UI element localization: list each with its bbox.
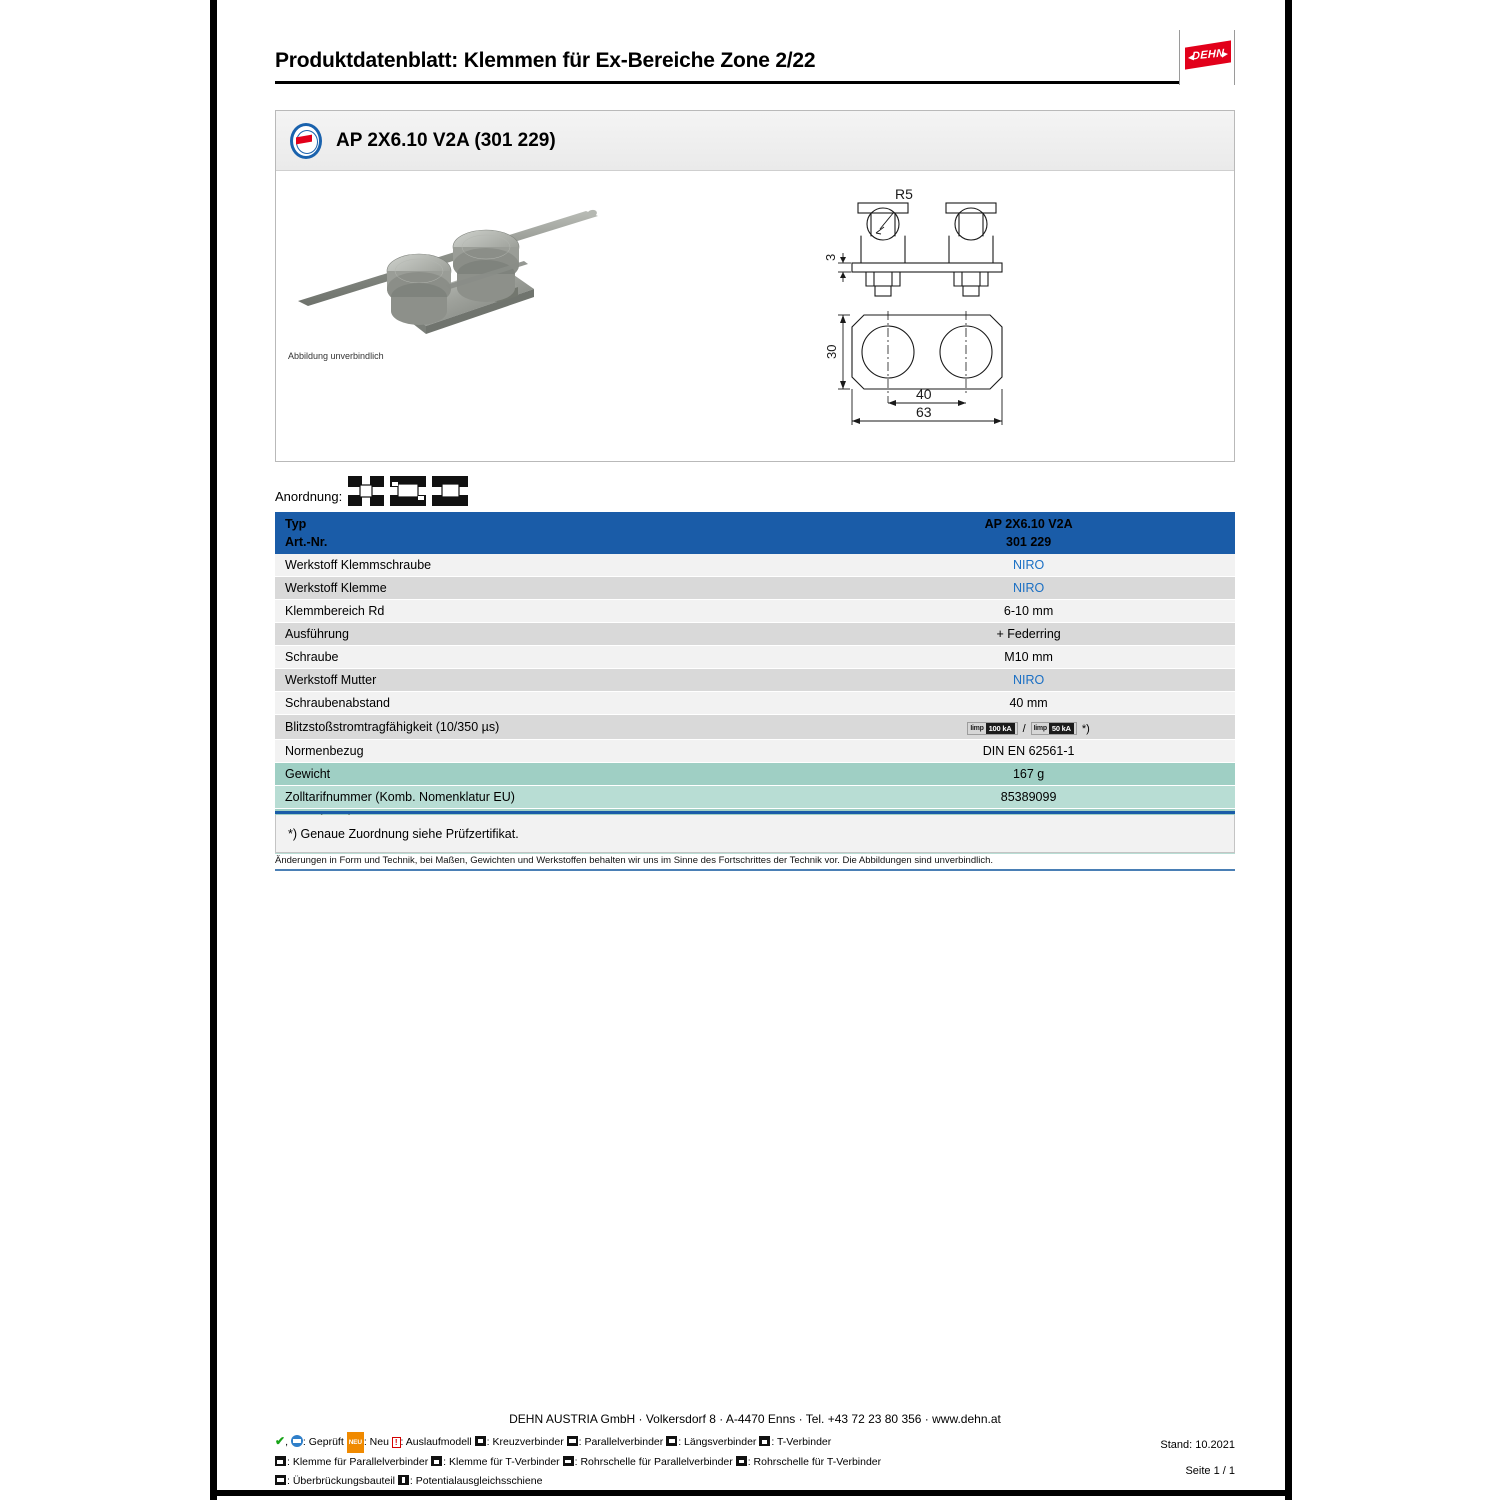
check-icon: ✔ [275, 1434, 286, 1448]
page-sheet [210, 0, 1292, 1500]
legend-line-2 [275, 1453, 1235, 1472]
row-key: Klemmbereich Rd [275, 600, 822, 623]
rohrschelle-parallelverbinder-icon [563, 1456, 574, 1466]
footnote: *) Genaue Zuordnung siehe Prüfzertifikat. [275, 815, 1235, 853]
parallelverbinder-icon [567, 1436, 578, 1446]
product-title: AP 2X6.10 V2A (301 229) [336, 129, 556, 151]
row-value: 6-10 mm [822, 600, 1235, 623]
row-key: Zolltarifnummer (Komb. Nomenklatur EU) [275, 786, 822, 809]
row-key: Ausführung [275, 623, 822, 646]
photo-caption: Abbildung unverbindlich [288, 351, 384, 361]
legend-neu-label: : Neu [363, 1436, 389, 1448]
laengsverbinder-icon [432, 476, 468, 506]
drawing-label-3: 3 [823, 253, 838, 261]
row-value: DIN EN 62561-1 [822, 740, 1235, 763]
certification-seal-icon [288, 121, 324, 161]
product-card-body [276, 171, 1234, 461]
anordnung-section [275, 466, 1235, 506]
row-value: + Federring [822, 623, 1235, 646]
table-row [275, 669, 1235, 692]
parallelverbinder-icon [390, 476, 426, 506]
impulse-current-badges [967, 722, 1089, 735]
table-row [275, 577, 1235, 600]
table-row [275, 623, 1235, 646]
table-row [275, 786, 1235, 809]
table-row [275, 554, 1235, 577]
anordnung-label: Anordnung: [275, 489, 343, 504]
header-value-typ: AP 2X6.10 V2A [822, 512, 1235, 533]
legend-geprueft-label: : Geprüft [302, 1436, 344, 1448]
legend-tverbinder-label: : T-Verbinder [771, 1436, 832, 1448]
technical-drawing [816, 181, 1056, 431]
product-photo [286, 193, 616, 343]
impulse-badge-50ka [1031, 722, 1077, 735]
row-key: Schraube [275, 646, 822, 669]
impulse-value-first: 100 kA [986, 723, 1015, 734]
row-value: NIRO [1012, 558, 1045, 572]
impulse-badge-100ka [967, 722, 1017, 735]
ueberbrueckungsbauteil-icon [275, 1475, 286, 1485]
row-key: Werkstoff Klemme [275, 577, 822, 600]
row-key: Werkstoff Klemmschraube [275, 554, 822, 577]
auslaufmodell-icon: ! [392, 1437, 401, 1448]
drawing-label-30: 30 [824, 344, 839, 359]
impulse-separator: / [1022, 722, 1026, 735]
row-key: Gewicht [275, 763, 822, 786]
potentialausgleichsschiene-icon [398, 1475, 409, 1485]
impulse-value-second: 50 kA [1049, 723, 1074, 734]
neu-icon: NEU [347, 1432, 364, 1453]
header-key-artnr: Art.-Nr. [275, 533, 822, 554]
row-key: Schraubenabstand [275, 692, 822, 715]
row-value: 167 g [822, 763, 1235, 786]
row-value: 40 mm [822, 692, 1235, 715]
impulse-symbol: Iimp [970, 725, 984, 732]
row-value: 85389099 [822, 786, 1235, 809]
dehn-logo-text: DEHN [1191, 47, 1225, 63]
spec-table-body [275, 512, 1235, 855]
row-key: Blitzstoßstromtragfähigkeit (10/350 µs) [275, 715, 822, 740]
legend-klemme-par-label: : Klemme für Parallelverbinder [287, 1456, 429, 1468]
table-row [275, 740, 1235, 763]
legend-parallelverbinder-label: : Parallelverbinder [578, 1436, 664, 1448]
product-card [275, 110, 1235, 462]
drawing-label-r5: R5 [895, 186, 913, 202]
page-number: Seite 1 / 1 [1185, 1465, 1235, 1477]
row-value: M10 mm [822, 646, 1235, 669]
dehn-logo [1179, 30, 1235, 85]
row-key: Normenbezug [275, 740, 822, 763]
legend-rohrschelle-tv-label: : Rohrschelle für T-Verbinder [747, 1456, 882, 1468]
table-bottom-rule [275, 811, 1235, 814]
table-header-row-artnr [275, 533, 1235, 554]
impulse-symbol: Iimp [1033, 725, 1047, 732]
table-row-blitzstoss [275, 715, 1235, 740]
legend [275, 1432, 1235, 1491]
kreuzverbinder-icon [475, 1436, 486, 1446]
legend-line-1 [275, 1432, 1235, 1453]
row-key: Werkstoff Mutter [275, 669, 822, 692]
document-header [275, 48, 1235, 84]
legend-auslaufmodell-label: : Auslaufmodell [400, 1436, 472, 1448]
table-row [275, 692, 1235, 715]
row-value: NIRO [1012, 581, 1045, 595]
header-key-typ: Typ [275, 512, 822, 533]
product-card-header [276, 111, 1234, 171]
page-title: Produktdatenblatt: Klemmen für Ex-Bereiche Zone 2/22 [275, 48, 1235, 84]
legend-line-3 [275, 1472, 1235, 1491]
header-value-artnr: 301 229 [822, 533, 1235, 554]
rohrschelle-tverbinder-icon [736, 1456, 747, 1466]
impulse-asterisk: *) [1081, 722, 1090, 735]
klemme-tverbinder-icon [431, 1456, 442, 1466]
footer-meta [1160, 1432, 1235, 1484]
legend-ueberbrueckung-label: : Überbrückungsbauteil [287, 1475, 395, 1487]
klemme-parallelverbinder-icon [275, 1456, 286, 1466]
drawing-label-40: 40 [916, 386, 932, 402]
legend-laengsverbinder-label: : Längsverbinder [678, 1436, 757, 1448]
table-header-row-typ [275, 512, 1235, 533]
geprueft-icon [291, 1435, 303, 1447]
row-value: NIRO [1012, 673, 1045, 687]
kreuzverbinder-icon [348, 476, 384, 506]
table-row [275, 646, 1235, 669]
tverbinder-icon [759, 1436, 770, 1446]
stand-label: Stand: 10.2021 [1160, 1439, 1235, 1451]
specification-table [275, 512, 1235, 855]
bottom-rule [210, 1490, 1292, 1496]
drawing-label-63: 63 [916, 404, 932, 420]
legend-comma: , [285, 1436, 288, 1448]
table-row [275, 600, 1235, 623]
legend-kreuzverbinder-label: : Kreuzverbinder [486, 1436, 564, 1448]
page-footer [275, 1412, 1235, 1491]
company-info: DEHN AUSTRIA GmbH · Volkersdorf 8 · A-4470 Enns · Tel. +43 72 23 80 356 · www.dehn.at [509, 1412, 1001, 1426]
disclaimer-text: Änderungen in Form und Technik, bei Maßen, Gewichten und Werkstoffen behalten wir uns im Sinne des Fortschrittes der Technik vor. Die Abbildungen sind unverbindlich. [275, 855, 1235, 871]
legend-potential-label: : Potentialausgleichsschiene [409, 1475, 543, 1487]
legend-rohrschelle-par-label: : Rohrschelle für Parallelverbinder [574, 1456, 733, 1468]
table-row [275, 763, 1235, 786]
legend-klemme-tv-label: : Klemme für T-Verbinder [443, 1456, 560, 1468]
laengsverbinder-icon [666, 1436, 677, 1446]
